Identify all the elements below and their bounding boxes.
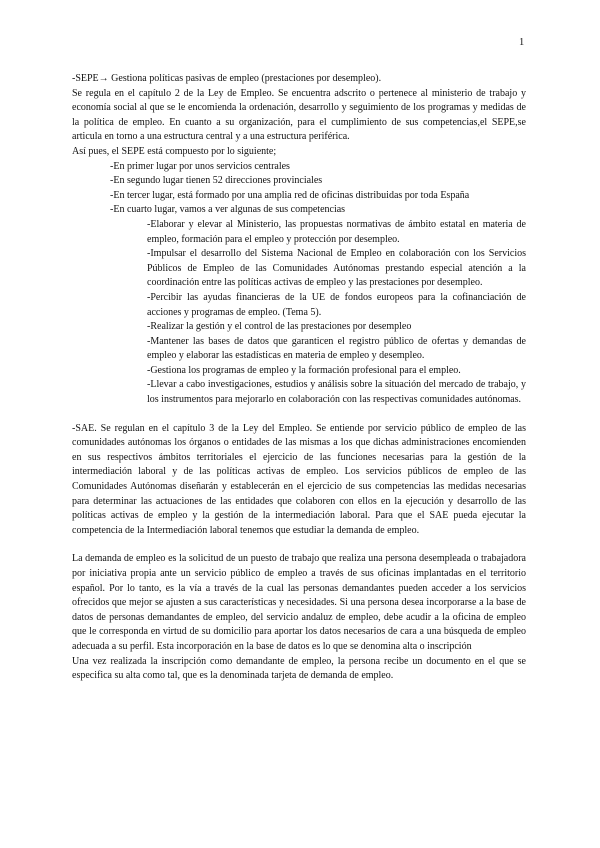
list-item: -En segundo lugar tienen 52 direcciones provinciales (110, 175, 323, 187)
list-item: -En cuarto lugar, vamos a ver algunas de sus competencias (110, 204, 346, 216)
competencia-item: -Realizar la gestión y el control de las prestaciones por desempleo (147, 321, 412, 333)
list-item: -En tercer lugar, está formado por una amplia red de oficinas distribuidas por toda España (110, 189, 470, 201)
competencia-item: -Gestiona los programas de empleo y la formación profesional para el empleo. (147, 364, 461, 376)
page-number: 1 (519, 37, 525, 48)
demanda-paragraph: La demanda de empleo es la solicitud de un puesto de trabajo que realiza una persona desempleada o trabajadora por iniciativa propia ante un servicio público de empleo a través de sus oficinas implantadas en el territorio español. Por lo tanto, es la vía a través de la cual las personas demandantes pueden acceder a los servicios ofrecidos que mejor se ajusten a sus características y necesidades. Si una persona desea incorporarse a la base de datos de personas demandantes de empleo, del servicio andaluz de empleo, debe acudir a la oficina de empleo que le corresponda en virtud de su domicilio para aportar los datos necesarios de cara a una búsqueda de empleo adecuada a su perfil. Esta incorporación en la base de datos es lo que se denomina alta o inscripción (72, 553, 526, 652)
competencia-item: -Impulsar el desarrollo del Sistema Nacional de Empleo en colaboración con los Servicios Públicos de Empleo de las Comunidades Autónomas prestando especial atención a la coordinación entre las políticas activas de empleo y las prestaciones por desempleo. (147, 248, 526, 289)
tarjeta-paragraph: Una vez realizada la inscripción como demandante de empleo, la persona recibe un documento en el que se especifica su alta como tal, que es la denominada tarjeta de demanda de empleo. (72, 655, 526, 682)
competencia-item: -Llevar a cabo investigaciones, estudios y análisis sobre la situación del mercado de trabajo, y los instrumentos para mejorarlo en colaboración con las respectivas comunidades autónomas. (147, 379, 526, 406)
sepe-composition-line: Así pues, el SEPE está compuesto por lo siguiente; (72, 145, 277, 157)
competencia-item: -Percibir las ayudas financieras de la UE de fondos europeos para la cofinanciación de acciones y programas de empleo. (Tema 5). (147, 291, 526, 318)
list-item: -En primer lugar por unos servicios centrales (110, 160, 290, 172)
competencia-item: -Mantener las bases de datos que garanticen el registro público de ofertas y demandas de empleo y elaborar las estadísticas en materia de empleo y desempleo. (147, 335, 526, 362)
spacer (72, 538, 526, 552)
sepe-intro-paragraph: Se regula en el capítulo 2 de la Ley de Empleo. Se encuentra adscrito o pertenece al ministerio de trabajo y economía social al que se le encomienda la ordenación, desarrollo y seguimiento de los programas y medidas de la política de empleo. En cuanto a su organización, para el cumplimiento de sus competencias,el SEPE,se articula en torno a una estructura central y a una estructura periférica. (72, 87, 526, 143)
sae-paragraph: -SAE. Se regulan en el capítulo 3 de la Ley del Empleo. Se entiende por servicio público de empleo de las comunidades autónomas los órganos o entidades de las mismas a los que dichas administraciones encomienden en sus respectivos ámbitos territoriales el ejercicio de las funciones necesarias para la gestión de la intermediación laboral y de las políticas activas de empleo. Los servicios públicos de empleo de las Comunidades Autónomas diseñarán y establecerán en el ejercicio de sus competencias las medidas necesarias para determinar las actuaciones de las entidades que colaboren con ellos en la ejecución y desarrollo de las políticas activas de empleo y la gestión de la intermediación laboral. Para que el SAE pueda ejecutar la competencia de la Intermediación laboral tenemos que estudiar la demanda de empleo. (72, 422, 526, 536)
sepe-heading: -SEPE→ Gestiona políticas pasivas de empleo (prestaciones por desempleo). (72, 73, 382, 84)
document-body (72, 72, 526, 684)
spacer (72, 408, 526, 422)
competencia-item: -Elaborar y elevar al Ministerio, las propuestas normativas de ámbito estatal en materia de empleo, formación para el empleo y protección por desempleo. (147, 218, 526, 245)
